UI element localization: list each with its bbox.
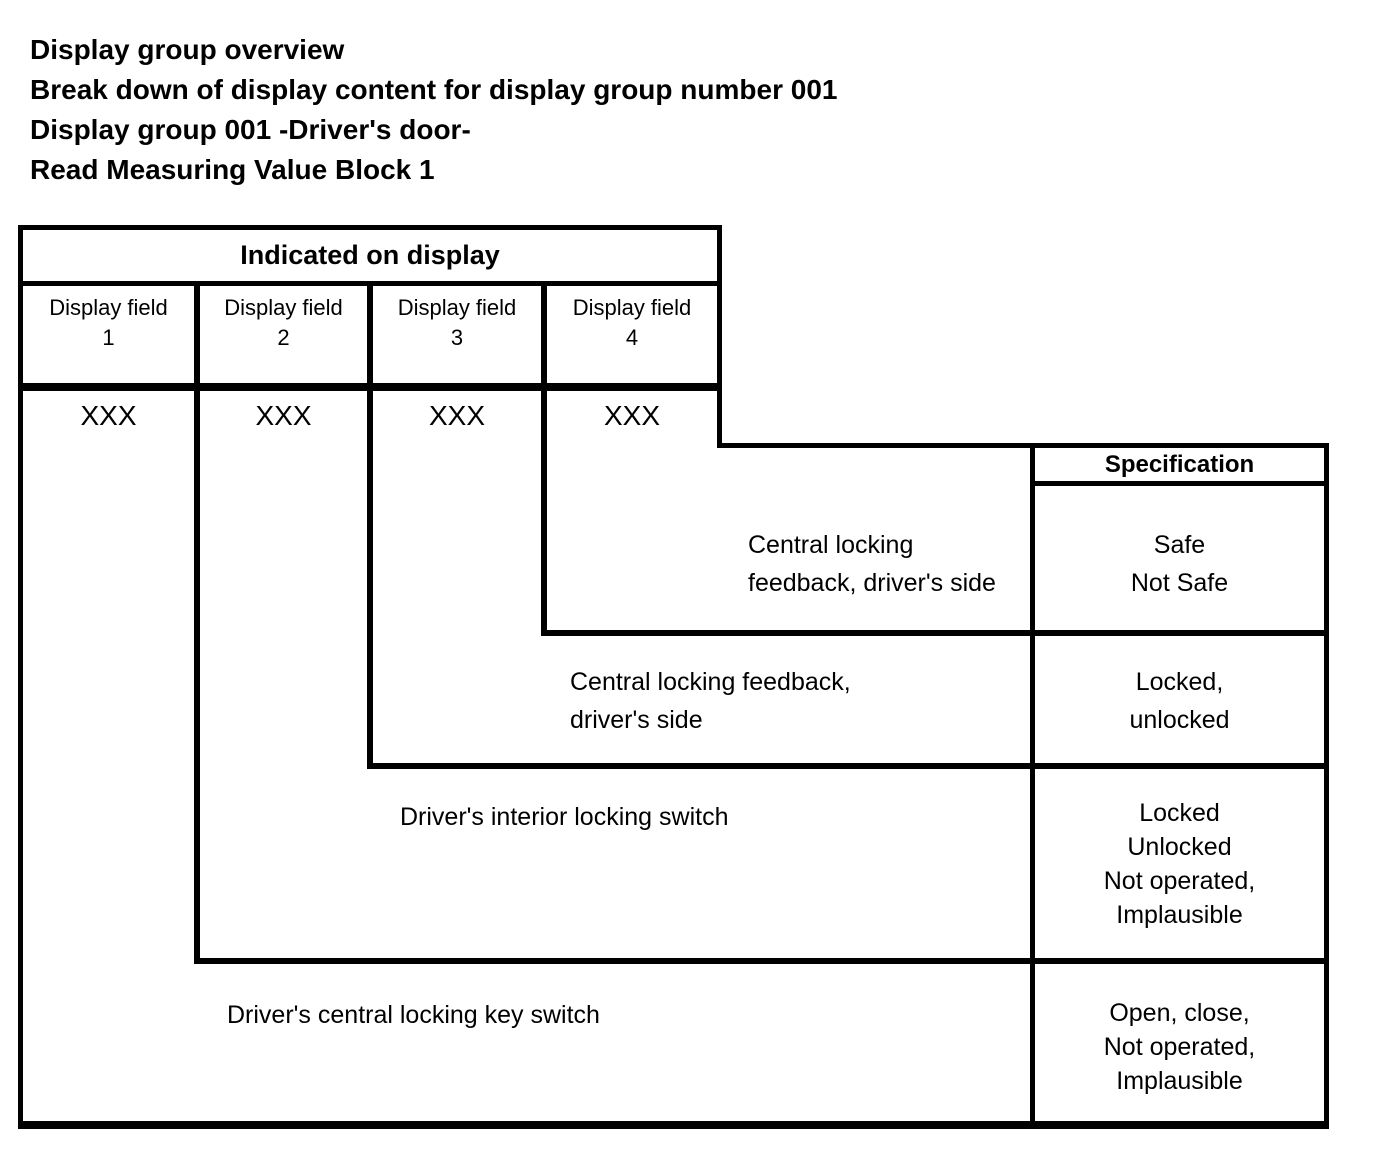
border-step-field1 bbox=[194, 958, 1329, 964]
row-spec-field4-line2: Not Safe bbox=[1130, 569, 1229, 597]
indicated-on-display-header: Indicated on display bbox=[240, 240, 500, 270]
row-description-field1-line1: Driver's central locking key switch bbox=[227, 1001, 600, 1029]
row-description-field1 bbox=[227, 996, 600, 1034]
border-outer-left bbox=[18, 225, 23, 1129]
row-description-field3-line1: Central locking feedback, bbox=[570, 668, 851, 696]
heading-line-breakdown: Break down of display content for display group number 001 bbox=[30, 74, 838, 105]
row-description-field3-line2: driver's side bbox=[570, 706, 703, 734]
display-field-3-number: 3 bbox=[450, 325, 464, 350]
specification-header: Specification bbox=[1104, 451, 1255, 478]
heading-line-overview: Display group overview bbox=[30, 34, 345, 65]
row-specification-field1 bbox=[1035, 996, 1324, 1098]
border-bottom bbox=[18, 1121, 1329, 1129]
border-divider-field1-2 bbox=[194, 281, 200, 964]
border-under-spec-header bbox=[1030, 481, 1329, 486]
row-spec-field1-line2: Not operated, bbox=[1103, 1033, 1256, 1061]
row-spec-field3-line2: unlocked bbox=[1129, 706, 1230, 734]
row-specification-field3 bbox=[1035, 663, 1324, 739]
border-spec-right bbox=[1324, 443, 1329, 1129]
row-description-field2 bbox=[400, 798, 728, 836]
display-field-1-number: 1 bbox=[102, 325, 115, 350]
row-description-field3 bbox=[570, 663, 851, 739]
display-field-1-value: XXX bbox=[80, 400, 137, 431]
row-specification-field4 bbox=[1035, 526, 1324, 602]
display-field-4-number: 4 bbox=[625, 325, 639, 350]
border-step-field3 bbox=[541, 630, 1329, 636]
display-field-4-label: Display field bbox=[572, 295, 692, 320]
row-spec-field4-line1: Safe bbox=[1153, 531, 1206, 559]
row-specification-field2 bbox=[1035, 796, 1324, 932]
display-field-2-value: XXX bbox=[255, 400, 312, 431]
row-description-field4-line1: Central locking bbox=[748, 531, 914, 559]
row-description-field4-line2: feedback, driver's side bbox=[748, 569, 996, 597]
border-step-field2 bbox=[367, 763, 1329, 769]
display-field-1-header bbox=[23, 293, 194, 353]
display-field-3-header bbox=[373, 293, 541, 353]
row-spec-field1-line1: Open, close, bbox=[1109, 999, 1250, 1027]
row-spec-field2-line2: Unlocked bbox=[1127, 833, 1232, 861]
row-spec-field2-line1: Locked bbox=[1139, 799, 1220, 827]
display-field-4-header bbox=[547, 293, 717, 353]
row-spec-field2-line4: Implausible bbox=[1116, 901, 1243, 929]
page-heading bbox=[30, 30, 837, 190]
row-spec-field3-line1: Locked, bbox=[1135, 668, 1224, 696]
row-spec-field1-line3: Implausible bbox=[1116, 1067, 1243, 1095]
display-field-2-header bbox=[200, 293, 367, 353]
row-spec-field2-line3: Not operated, bbox=[1103, 867, 1256, 895]
display-field-4-value: XXX bbox=[603, 400, 661, 431]
heading-line-block: Read Measuring Value Block 1 bbox=[30, 154, 435, 185]
display-field-2-label: Display field bbox=[224, 295, 343, 320]
row-description-field2-line1: Driver's interior locking switch bbox=[400, 803, 729, 831]
display-field-3-label: Display field bbox=[397, 295, 517, 320]
heading-line-group: Display group 001 -Driver's door- bbox=[30, 114, 471, 145]
border-divider-field2-3 bbox=[367, 281, 373, 769]
border-right-of-field4 bbox=[717, 225, 722, 448]
row-description-field4 bbox=[748, 526, 996, 602]
display-field-3-value: XXX bbox=[428, 400, 486, 431]
display-field-2-number: 2 bbox=[277, 325, 290, 350]
display-field-1-label: Display field bbox=[49, 295, 168, 320]
